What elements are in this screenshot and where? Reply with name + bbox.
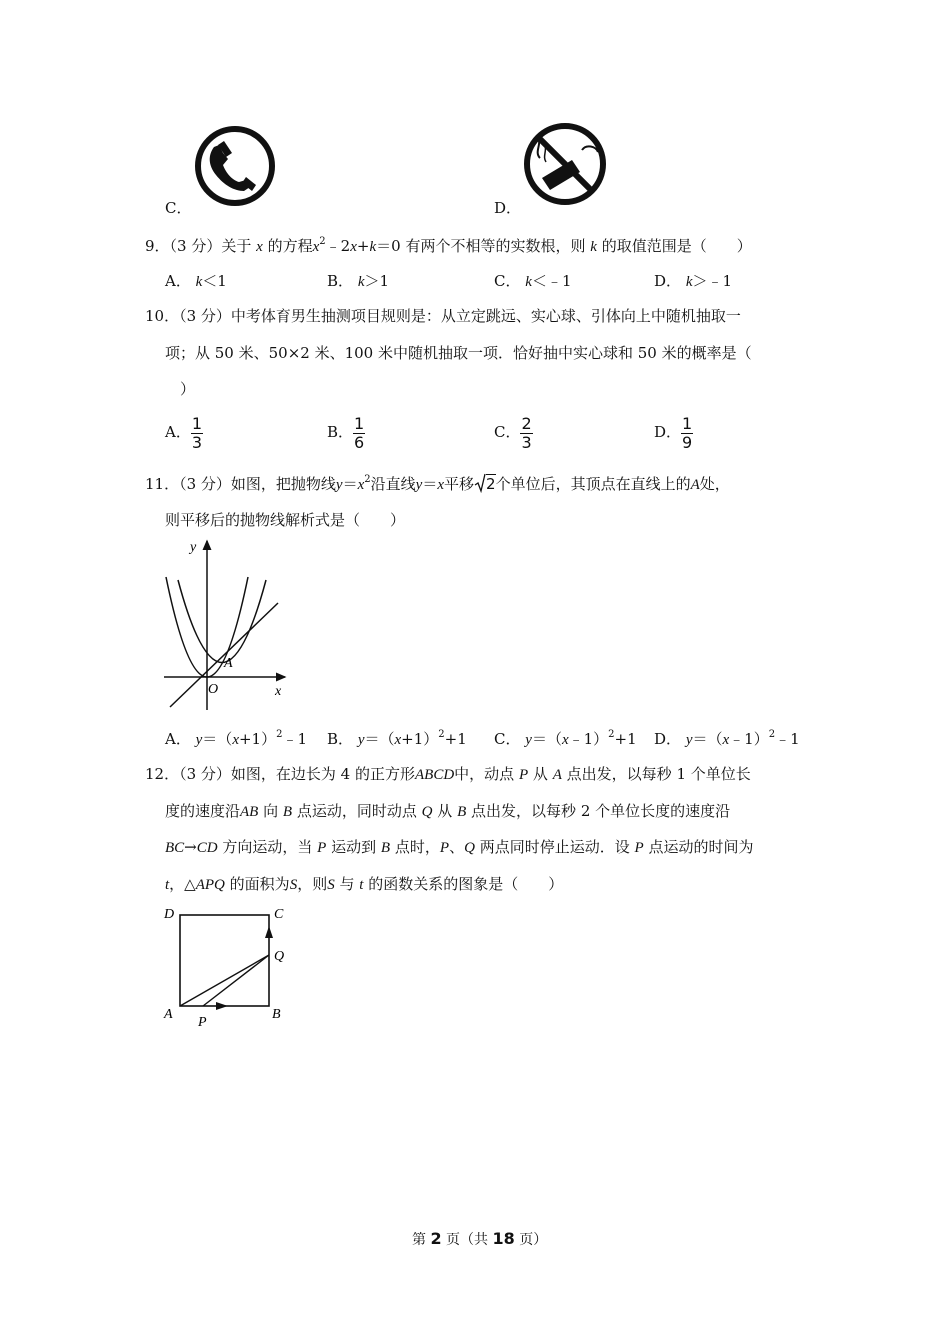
- question-12: [145, 764, 751, 785]
- q10-score: （3 分）: [179, 307, 231, 325]
- page-number: 2: [430, 1229, 442, 1248]
- option-label: A．: [165, 272, 191, 290]
- q9-text: 的取值范围是（ ）: [601, 237, 752, 255]
- q12-score: （3 分）: [179, 765, 231, 783]
- option-var: y: [685, 732, 693, 748]
- option-eq: +1: [614, 730, 637, 748]
- total-pages: 18: [492, 1229, 515, 1248]
- option-eq: +1: [444, 730, 467, 748]
- q12-var: t: [165, 877, 170, 893]
- q10-option-c: [494, 412, 533, 452]
- q12-var: BC: [165, 840, 185, 856]
- q11-var: x: [437, 477, 445, 493]
- option-var: x: [722, 732, 730, 748]
- q10-option-a: [165, 412, 203, 452]
- option-eq: ﹣1: [282, 730, 308, 748]
- q11-var: x: [357, 477, 365, 493]
- q12-var: P: [518, 767, 529, 783]
- q12-text: 、: [449, 838, 465, 856]
- option-var: y: [357, 732, 365, 748]
- arrow-q-icon: [265, 926, 273, 938]
- segment-pq: [203, 955, 269, 1006]
- q12-text: 点运动，同时动点: [296, 802, 417, 820]
- q12-var: A: [552, 767, 562, 783]
- option-eq: ﹣1）: [568, 730, 609, 748]
- denominator: 6: [354, 432, 365, 452]
- q9-option-d: [654, 271, 732, 292]
- option-exp: 2: [608, 729, 615, 740]
- option-rel: ＜1: [202, 272, 227, 290]
- option-rel: ＜﹣1: [531, 272, 572, 290]
- fraction: [191, 415, 203, 452]
- q12-var: P: [634, 840, 644, 856]
- q12-number: 12．: [145, 765, 180, 783]
- option-rel: ＞﹣1: [692, 272, 733, 290]
- q10-line2: 项；从 50 米、50×2 米、100 米中随机抽取一项．恰好抽中实心球和 50 米的概率是（: [165, 344, 752, 362]
- q12-text: 方向运动，当: [222, 838, 313, 856]
- fraction: [520, 415, 532, 452]
- q12-text: 点出发，以每秒 2 个单位长度的速度沿: [471, 802, 731, 820]
- q12-line2: [165, 801, 730, 822]
- numerator: 1: [191, 413, 203, 433]
- q12-var: APQ: [195, 877, 225, 893]
- q9-eq: ﹣2: [325, 237, 351, 255]
- option-var: k: [685, 274, 693, 290]
- numerator: 2: [521, 413, 532, 433]
- option-label: D．: [654, 423, 682, 441]
- q11-text: 处，: [699, 475, 730, 493]
- q12-var: B: [282, 804, 293, 820]
- q12-var: CD: [196, 840, 218, 856]
- label-a: A: [164, 1007, 173, 1022]
- option-label: C．: [494, 423, 521, 441]
- q12-line3: [165, 837, 753, 858]
- option-label: C．: [494, 730, 521, 748]
- q12-text: ，△: [169, 875, 196, 893]
- q12-text: 从: [532, 765, 548, 783]
- q8-option-c-label: C．: [165, 199, 192, 217]
- option-label: B．: [327, 272, 354, 290]
- q12-text: 两点同时停止运动．设: [479, 838, 630, 856]
- phone-sign-icon: [190, 125, 282, 207]
- question-10: [145, 306, 741, 326]
- q12-var: AB: [240, 804, 259, 820]
- option-eq: +1）: [401, 730, 439, 748]
- q12-text: 的函数关系的图象是（ ）: [368, 875, 564, 893]
- q12-text: 度的速度沿: [165, 802, 241, 820]
- label-b: B: [272, 1007, 281, 1022]
- q9-option-b: [327, 271, 389, 292]
- q11-parabola-graph: [160, 535, 295, 715]
- q9-text: 的方程: [267, 237, 313, 255]
- x-axis-label: x: [275, 684, 282, 699]
- q12-arrow: →: [184, 838, 197, 856]
- q9-eq: x: [350, 239, 357, 255]
- option-label: B．: [327, 423, 354, 441]
- option-var: k: [525, 274, 532, 290]
- square-abcd: [180, 915, 269, 1006]
- parabola-shifted: [178, 580, 266, 663]
- fraction: [353, 415, 365, 452]
- question-11: [145, 473, 730, 495]
- option-eq: ＝（: [692, 730, 723, 748]
- label-c: C: [274, 907, 284, 922]
- question-9: [145, 236, 752, 257]
- option-label: A．: [165, 730, 191, 748]
- footer-text: 页）: [514, 1232, 548, 1248]
- numerator: 1: [682, 413, 693, 433]
- footer-text: 第: [412, 1232, 431, 1248]
- option-var: x: [232, 732, 239, 748]
- q10-line3: ）: [180, 380, 196, 398]
- point-a-label: A: [224, 656, 233, 671]
- option-label: D．: [654, 272, 682, 290]
- q11-option-b: [327, 729, 467, 750]
- option-var: x: [561, 732, 569, 748]
- option-exp: 2: [276, 729, 283, 740]
- option-eq: ＝（: [531, 730, 562, 748]
- line-y-equals-x: [170, 603, 278, 707]
- q12-var: Q: [421, 804, 433, 820]
- q9-number: 9．: [145, 237, 170, 255]
- denominator: 3: [191, 432, 203, 452]
- numerator: 1: [354, 413, 365, 433]
- q12-text: 中，动点: [454, 765, 515, 783]
- option-label: D．: [654, 730, 682, 748]
- option-eq: ＝（: [364, 730, 395, 748]
- q8-option-d-label: D．: [494, 199, 522, 217]
- q11-exp: 2: [364, 474, 371, 485]
- denominator: 9: [682, 432, 693, 452]
- no-smoking-sign-icon: [520, 122, 612, 206]
- q11-text: 平移: [444, 475, 475, 493]
- q11-score: （3 分）: [179, 475, 231, 493]
- q11-option-c: [494, 729, 637, 750]
- q12-text: 的面积为: [229, 875, 290, 893]
- fraction: [681, 415, 693, 452]
- q11-var: y: [415, 477, 423, 493]
- q12-text: ，则: [297, 875, 328, 893]
- q9-option-a: [165, 271, 227, 292]
- q12-text: 点时，: [394, 838, 440, 856]
- q12-text: 与: [339, 875, 355, 893]
- option-exp: 2: [768, 729, 776, 740]
- option-var: y: [525, 732, 532, 748]
- option-rel: ＞1: [364, 272, 390, 290]
- q11-text: 如图，把抛物线: [230, 475, 336, 493]
- q12-var: P: [439, 840, 450, 856]
- q12-var: S: [327, 877, 335, 893]
- q12-var: S: [289, 877, 298, 893]
- q9-var-k: k: [590, 239, 597, 255]
- q12-text: 向: [263, 802, 279, 820]
- q11-var: A: [690, 477, 700, 493]
- page-footer: [412, 1229, 547, 1250]
- q11-text: 个单位后，其顶点在直线上的: [495, 475, 691, 493]
- q12-text: 从: [437, 802, 453, 820]
- option-var: k: [195, 274, 203, 290]
- q10-option-b: [327, 412, 365, 452]
- option-var: x: [394, 732, 402, 748]
- origin-label: O: [208, 682, 219, 697]
- q11-var: y: [335, 477, 343, 493]
- q10-number: 10．: [145, 307, 180, 325]
- q12-var: ABCD: [415, 767, 455, 783]
- q12-line4: [165, 874, 563, 895]
- q9-option-c: [494, 271, 571, 292]
- label-p: P: [198, 1015, 207, 1030]
- y-axis-label: y: [190, 540, 197, 555]
- q12-text: 点出发，以每秒 1 个单位长: [566, 765, 751, 783]
- q11-number: 11．: [145, 475, 180, 493]
- sqrt-value: 2: [486, 475, 496, 493]
- option-label: C．: [494, 272, 521, 290]
- arrow-p-icon: [216, 1002, 228, 1010]
- q11-option-d: [654, 729, 800, 750]
- q11-text: 沿直线: [370, 475, 416, 493]
- q11-line2: 则平移后的抛物线解析式是（ ）: [165, 511, 406, 529]
- option-eq: ﹣1）: [729, 730, 769, 748]
- q12-text: 运动到: [331, 838, 377, 856]
- q9-var-x: x: [256, 239, 263, 255]
- q12-text: 点运动的时间为: [648, 838, 754, 856]
- option-exp: 2: [438, 729, 445, 740]
- option-eq: ＝（: [202, 730, 233, 748]
- q9-eq: +: [356, 237, 370, 255]
- radical-sign-icon: [474, 473, 486, 493]
- q12-text: 如图，在边长为 4 的正方形: [230, 765, 415, 783]
- q11-text: ＝: [342, 475, 358, 493]
- option-eq: +1）: [238, 730, 277, 748]
- option-var: k: [357, 274, 365, 290]
- option-label: A．: [165, 423, 191, 441]
- q10-line1: 中考体育男生抽测项目规则是：从立定跳远、实心球、引体向上中随机抽取一: [230, 307, 741, 325]
- q9-eq: ＝0 有两个不相等的实数根，则: [376, 237, 586, 255]
- q12-var: t: [359, 877, 364, 893]
- segment-aq: [180, 955, 269, 1006]
- q12-square-figure: [158, 900, 298, 1035]
- q12-var: B: [457, 804, 467, 820]
- q10-option-d: [654, 412, 693, 452]
- q12-var: P: [317, 840, 327, 856]
- q9-score: （3 分）: [169, 237, 222, 255]
- label-d: D: [164, 907, 175, 922]
- footer-text: 页（共: [441, 1232, 493, 1248]
- q9-eq-exp: 2: [319, 236, 326, 247]
- q11-text: ＝: [422, 475, 438, 493]
- q12-var: Q: [464, 840, 475, 856]
- q9-eq-x: x: [312, 239, 320, 255]
- option-var: y: [195, 732, 203, 748]
- option-eq: ﹣1: [775, 730, 800, 748]
- q9-text: 关于: [221, 237, 252, 255]
- label-q: Q: [274, 949, 285, 964]
- option-label: B．: [327, 730, 354, 748]
- denominator: 3: [521, 432, 532, 452]
- sqrt-symbol: [474, 473, 496, 494]
- q9-eq: k: [369, 239, 377, 255]
- q12-var: B: [380, 840, 391, 856]
- q11-option-a: [165, 729, 307, 750]
